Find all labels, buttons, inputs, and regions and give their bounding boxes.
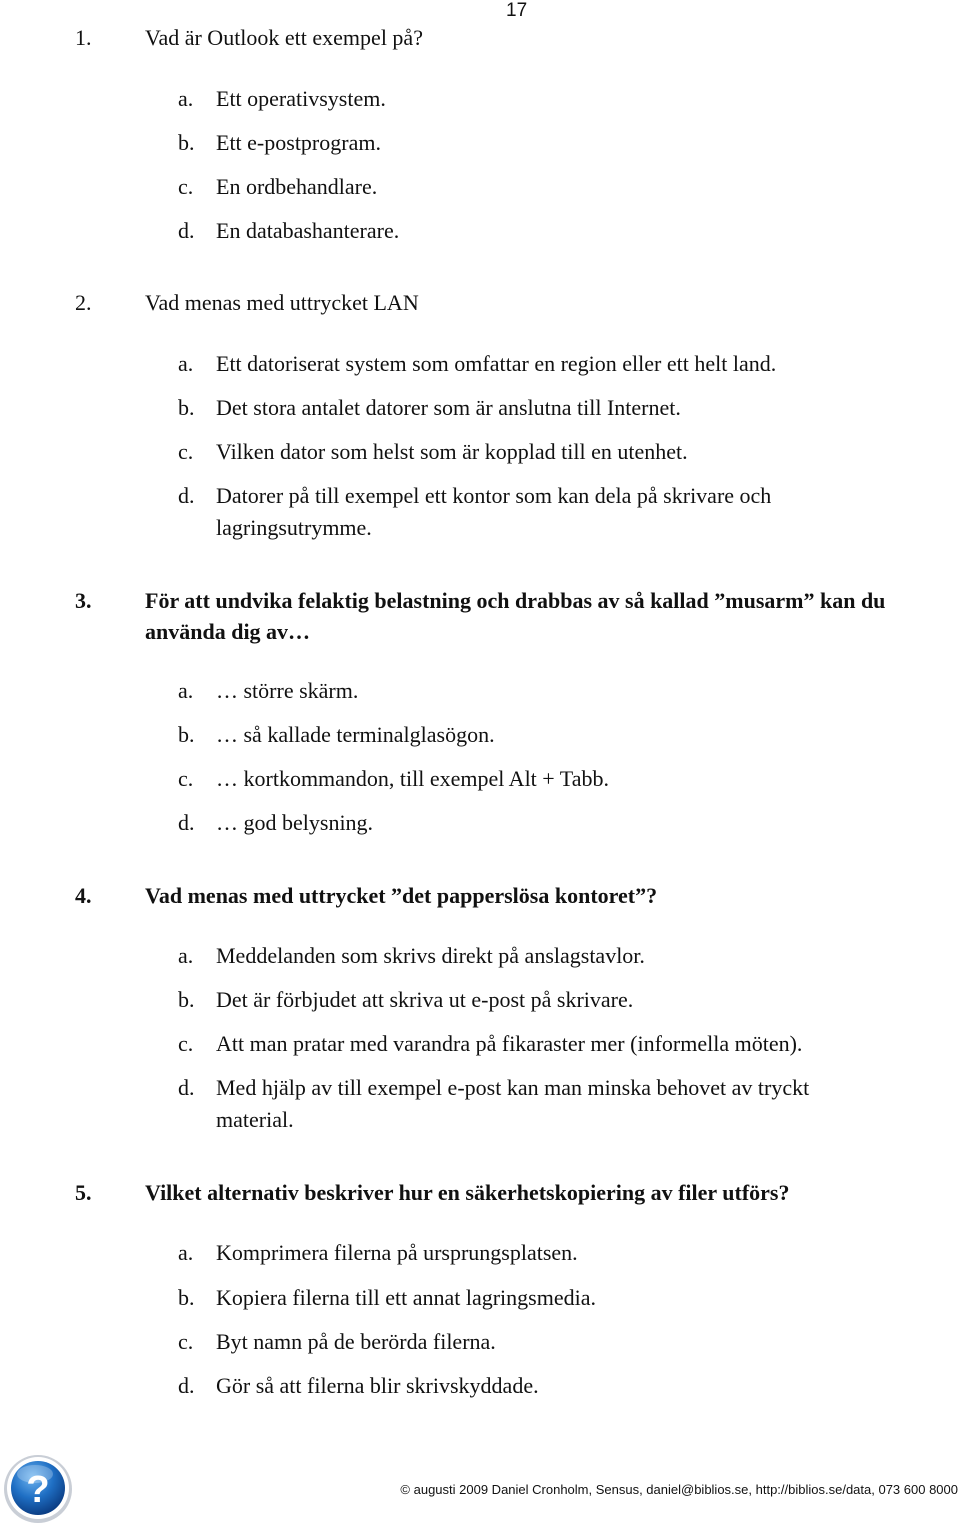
question-number: 1.: [75, 25, 92, 50]
question-number: 5.: [75, 1180, 92, 1205]
option-label: c.: [178, 766, 194, 791]
option-label: c.: [178, 439, 194, 464]
option-text: Det stora antalet datorer som är anslutna till Internet.: [216, 395, 681, 420]
svg-text:?: ?: [26, 1469, 50, 1511]
option-label: d.: [178, 218, 195, 243]
option-text: Det är förbjudet att skriva ut e-post på skrivare.: [216, 987, 634, 1012]
question-text: Vad menas med uttrycket ”det papperslösa kontoret”?: [145, 883, 658, 908]
option-label: c.: [178, 1329, 194, 1354]
question-text: För att undvika felaktig belastning och drabbas av så kallad ”musarm” kan du använda dig av…: [145, 588, 886, 644]
option-text: Meddelanden som skrivs direkt på anslagstavlor.: [216, 943, 645, 968]
option-text: … god belysning.: [216, 810, 374, 835]
option-text: … större skärm.: [216, 678, 359, 703]
option-label: d.: [178, 810, 195, 835]
option-text: … kortkommandon, till exempel Alt + Tabb.: [216, 766, 609, 791]
option-text: Med hjälp av till exempel e-post kan man minska behovet av tryckt material.: [216, 1075, 810, 1132]
option-label: b.: [178, 722, 195, 747]
option-label: d.: [178, 483, 195, 508]
option-text: Komprimera filerna på ursprungsplatsen.: [216, 1240, 578, 1265]
question-text: Vilket alternativ beskriver hur en säkerhetskopiering av filer utförs?: [145, 1180, 790, 1205]
option-text: Byt namn på de berörda filerna.: [216, 1329, 496, 1354]
option-label: b.: [178, 987, 195, 1012]
option-text: Ett e-postprogram.: [216, 130, 381, 155]
footer-copyright: © augusti 2009 Daniel Cronholm, Sensus, daniel@biblios.se, http://biblios.se/data, 073 600 8000: [400, 1482, 958, 1497]
option-label: b.: [178, 1285, 195, 1310]
option-text: Vilken dator som helst som är kopplad till en utenhet.: [216, 439, 688, 464]
question-number: 2.: [75, 290, 92, 315]
option-label: d.: [178, 1373, 195, 1398]
option-text: Kopiera filerna till ett annat lagringsmedia.: [216, 1285, 596, 1310]
option-text: En ordbehandlare.: [216, 174, 378, 199]
option-label: a.: [178, 351, 194, 376]
option-text: … så kallade terminalglasögon.: [216, 722, 495, 747]
option-label: d.: [178, 1075, 195, 1100]
option-text: Gör så att filerna blir skrivskyddade.: [216, 1373, 539, 1398]
option-text: En databashanterare.: [216, 218, 400, 243]
question-number: 4.: [75, 883, 92, 908]
option-label: a.: [178, 943, 194, 968]
option-label: b.: [178, 130, 195, 155]
help-question-icon: [2, 1452, 74, 1524]
question-number: 3.: [75, 588, 92, 613]
option-text: Ett operativsystem.: [216, 86, 386, 111]
option-label: a.: [178, 1240, 194, 1265]
option-label: a.: [178, 86, 194, 111]
page-number: 17: [506, 0, 528, 21]
option-text: Datorer på till exempel ett kontor som kan dela på skrivare och lagringsutrymme.: [216, 483, 772, 540]
option-label: c.: [178, 1031, 194, 1056]
option-label: a.: [178, 678, 194, 703]
question-text: Vad menas med uttrycket LAN: [145, 290, 419, 315]
option-label: b.: [178, 395, 195, 420]
question-text: Vad är Outlook ett exempel på?: [145, 25, 423, 50]
option-text: Ett datoriserat system som omfattar en region eller ett helt land.: [216, 351, 777, 376]
option-text: Att man pratar med varandra på fikaraster mer (informella möten).: [216, 1031, 803, 1056]
option-label: c.: [178, 174, 194, 199]
